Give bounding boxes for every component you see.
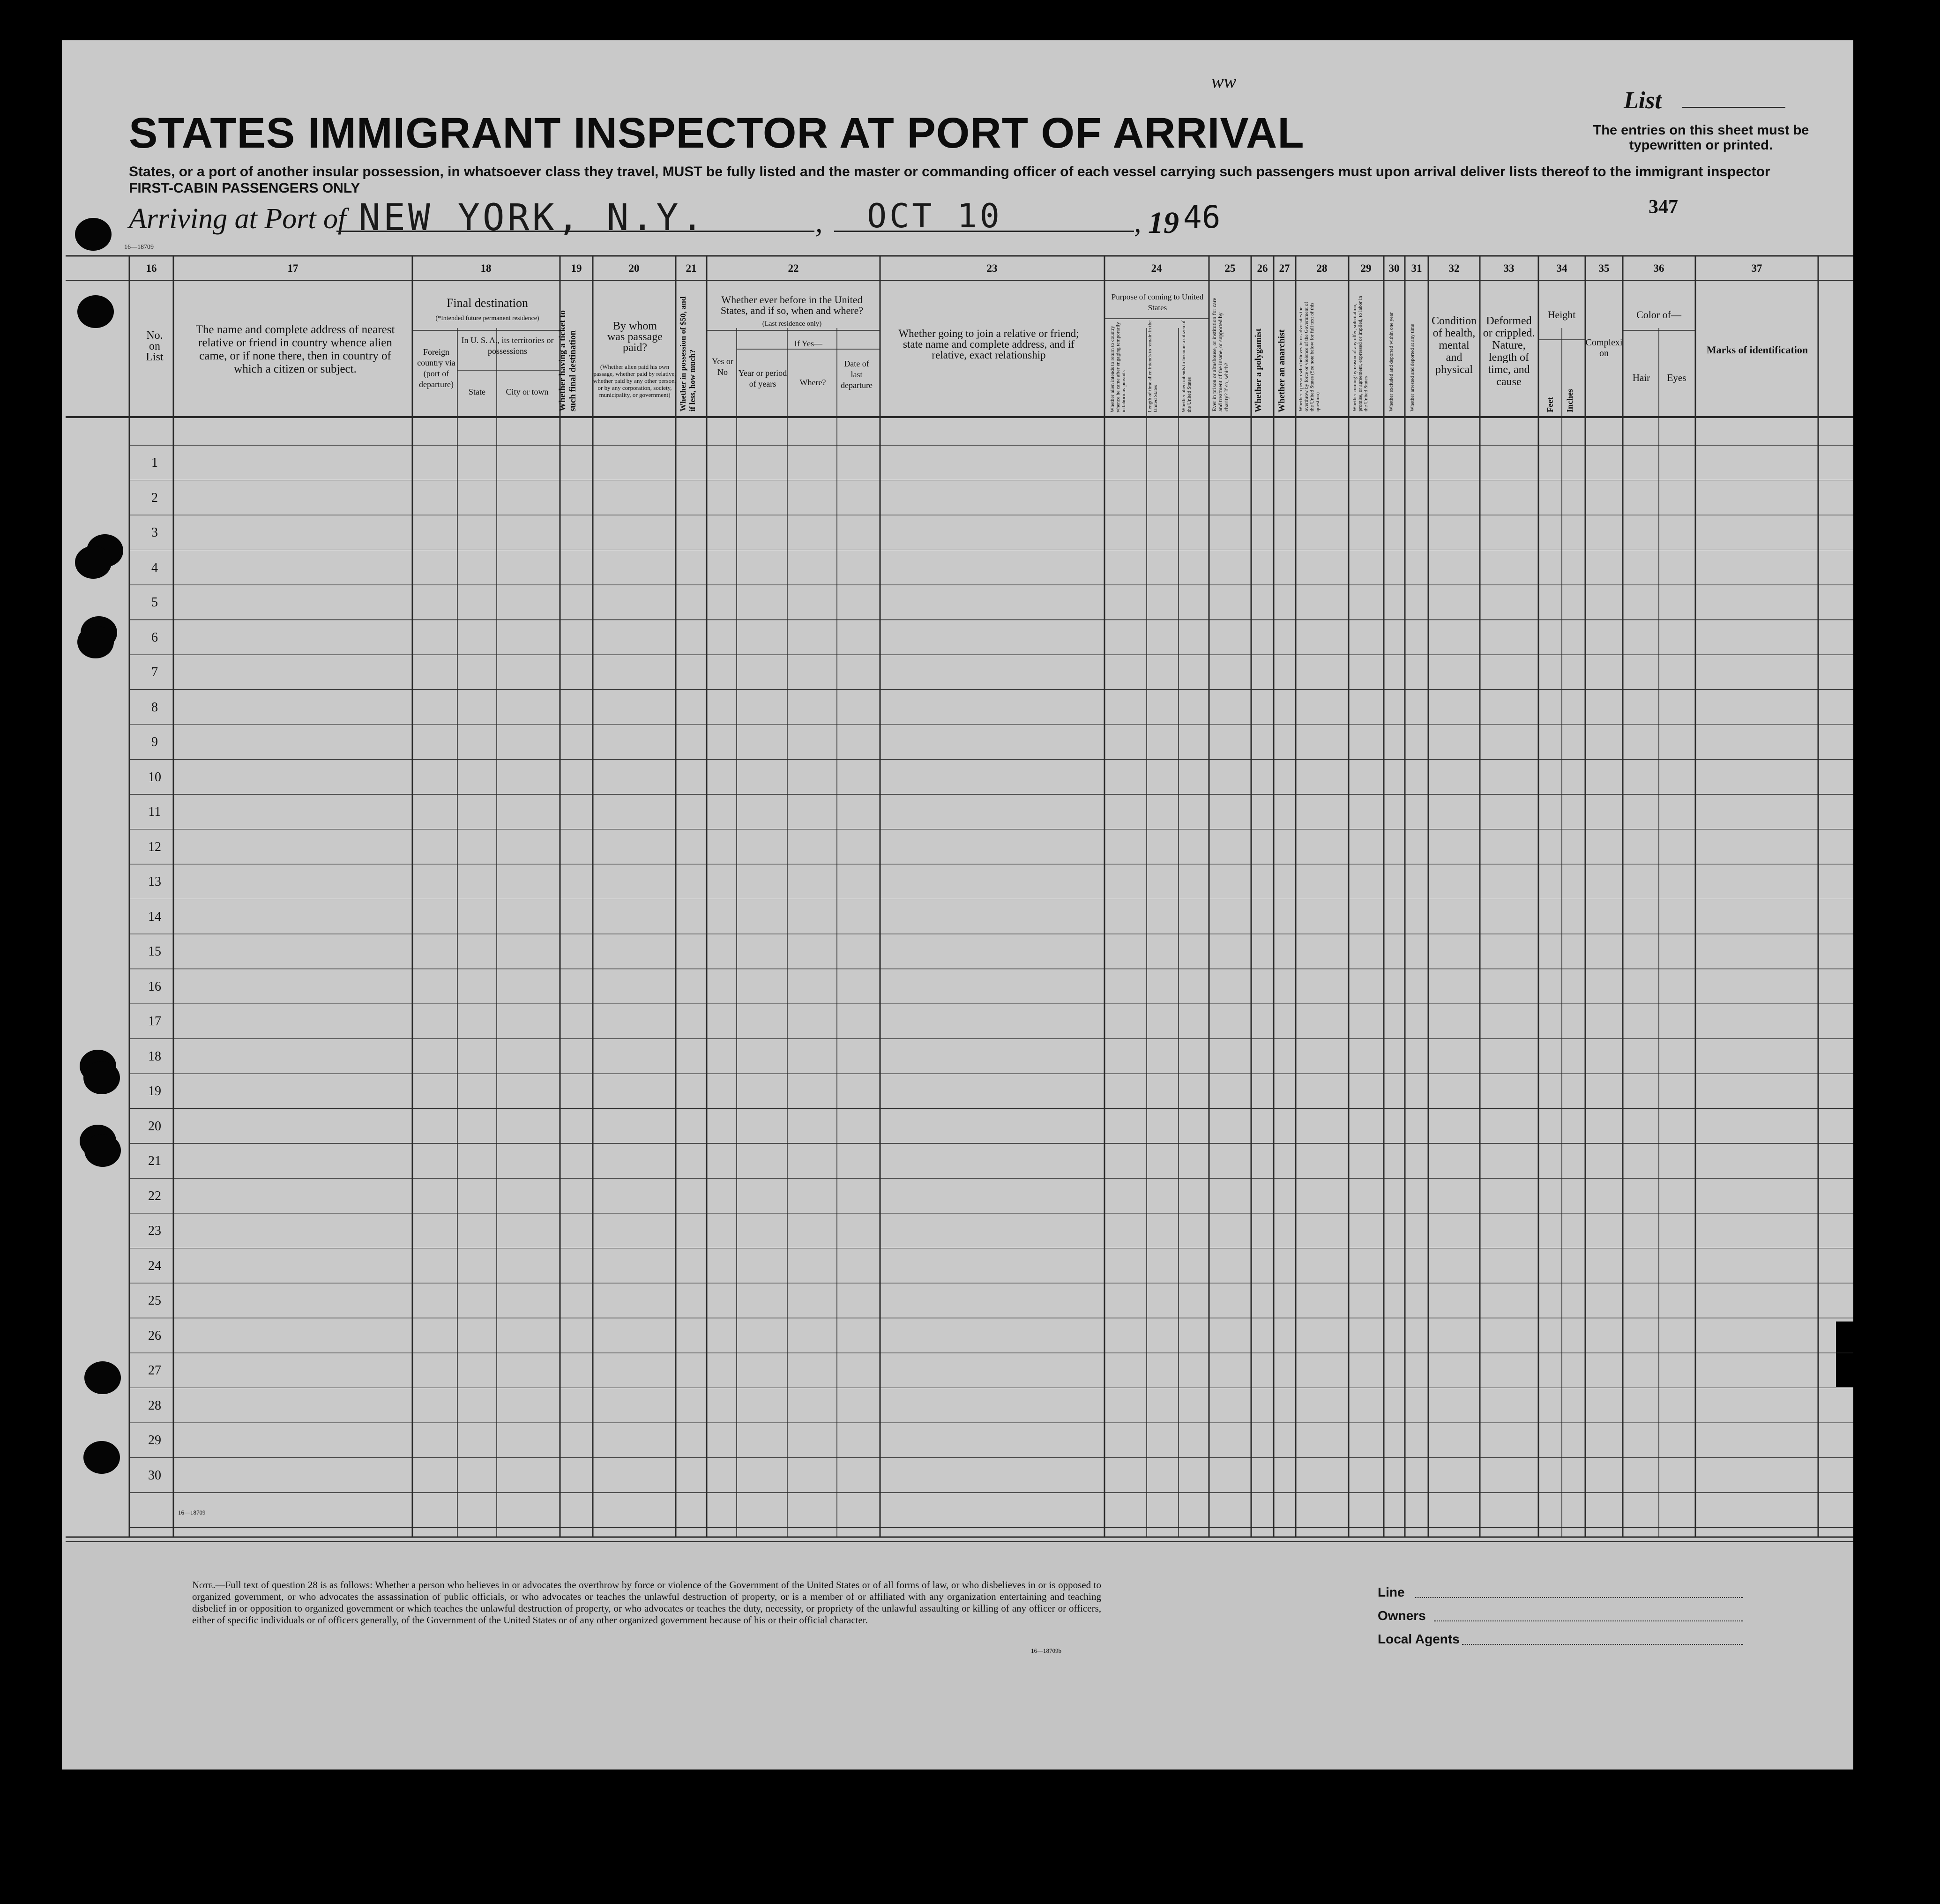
row-number: 4 [151, 560, 158, 575]
local-agents-label: Local Agents [1378, 1632, 1460, 1646]
header-c22-date: Date of last departure [841, 359, 873, 390]
owners-field[interactable] [1434, 1620, 1743, 1621]
row-number: 13 [148, 874, 161, 889]
separator: , [815, 207, 823, 239]
header-c23: Whether going to join a relative or friend; state name and complete address, and if relative, exact relationship [898, 328, 1079, 361]
form-title: STATES IMMIGRANT INSPECTOR AT PORT OF ARRIVAL [129, 109, 1305, 157]
header-c34-title: Height [1547, 309, 1576, 321]
line-label: Line [1378, 1585, 1405, 1599]
column-number: 32 [1448, 262, 1460, 274]
row-number: 24 [148, 1258, 161, 1273]
header-c33: Deformed or crippled. Nature, length of time, and cause [1483, 315, 1535, 388]
year-prefix: 19 [1148, 206, 1179, 240]
column-number: 31 [1411, 262, 1422, 274]
line-field[interactable] [1415, 1597, 1743, 1598]
row-number: 21 [148, 1154, 161, 1168]
header-c36-eyes: Eyes [1667, 372, 1686, 383]
header-c22-where: Where? [799, 378, 826, 387]
header-c18-sub: (*Intended future permanent residence) [435, 315, 539, 322]
header-c24-c: Whether alien intends to become a citizen of the United States [1181, 320, 1192, 412]
column-number: 18 [480, 262, 492, 274]
list-label: List [1624, 87, 1662, 114]
header-c22-title: Whether ever before in the United States, and if so, when and where? [720, 294, 864, 316]
column-number: 17 [287, 262, 298, 274]
question-28-note [192, 1579, 1101, 1626]
port-field[interactable]: NEW YORK, N.Y. [358, 197, 706, 239]
separator: , [1134, 207, 1142, 239]
class-line: FIRST-CABIN PASSENGERS ONLY [129, 180, 360, 196]
column-number: 33 [1503, 262, 1515, 274]
header-c34-feet: Feet [1545, 397, 1555, 412]
owners-label: Owners [1378, 1608, 1426, 1623]
header-c24-a: Whether alien intends to return to country whence he came after engaging temporarily in laborious pursuits [1110, 322, 1127, 412]
header-c24-title: Purpose of coming to United States [1111, 292, 1204, 312]
row-number: 11 [148, 805, 161, 819]
header-c20-note: (Whether alien paid his own passage, whether paid by relative, whether paid by any other person, or by any corporation, society, municipality, or government) [593, 363, 676, 398]
row-number: 1 [151, 455, 158, 470]
column-number: 35 [1598, 262, 1610, 274]
row-number: 3 [151, 525, 158, 540]
row-number: 8 [151, 700, 158, 715]
header-c27: Whether an anarchist [1277, 329, 1287, 412]
row-number: 9 [151, 735, 158, 749]
note-label: Note. [192, 1579, 216, 1590]
header-c35: Complexion [1585, 337, 1623, 358]
column-number: 26 [1257, 262, 1268, 274]
column-number: 27 [1279, 262, 1290, 274]
column-number: 25 [1224, 262, 1236, 274]
row-number: 10 [148, 769, 161, 784]
form-subtitle: States, or a port of another insular possession, in whatsoever class they travel, MUST be fully listed and the master or commanding officer of each vessel carrying such passengers must upon arrival deliver lists thereof to the immigrant inspector [129, 164, 1770, 179]
header-c31: Whether arrested and deported at any time [1410, 324, 1415, 411]
header-c37: Marks of identification [1706, 344, 1808, 356]
header-c26: Whether a polygamist [1254, 328, 1263, 412]
header-c22-yesno: Yes or No [712, 357, 733, 377]
header-c30: Whether excluded and deported within one year [1388, 312, 1394, 411]
column-number: 36 [1653, 262, 1664, 274]
row-number: 16 [148, 979, 161, 994]
header-c22-ifyes: If Yes— [794, 339, 822, 348]
column-number: 19 [571, 262, 582, 274]
column-number: 16 [146, 262, 157, 274]
column-number: 28 [1316, 262, 1328, 274]
header-c28: Whether a person who believes in or advocates the overthrow by force or violence of the Government of the United States (See note below for full text of this question) [1298, 302, 1321, 411]
column-number: 24 [1151, 262, 1162, 274]
column-number: 34 [1556, 262, 1567, 274]
row-number: 5 [151, 595, 158, 610]
header-c25: Ever in prison or almshouse, or institution for care and treatment of the insane, or supported by charity? If so, which? [1211, 298, 1230, 411]
sheet-number: 347 [1649, 196, 1678, 218]
header-c18-usa: In U. S. A., its territories or possessions [461, 336, 554, 356]
row-number: 19 [148, 1084, 161, 1098]
column-number: 22 [788, 262, 799, 274]
column-number: 20 [628, 262, 640, 274]
row-number: 26 [148, 1328, 161, 1343]
row-number: 30 [148, 1468, 161, 1483]
header-c32: Condition of health, mental and physical [1431, 315, 1477, 376]
header-c29: Whether coming by reason of any offer, solicitation, promise, or agreement, expressed or implied, to labor in the United States [1352, 296, 1369, 411]
handwritten-mark: ww [1211, 71, 1237, 92]
row-number: 27 [148, 1363, 161, 1378]
form-code-bottom: 16—18709 [178, 1509, 206, 1516]
arriving-label: Arriving at Port of [129, 203, 346, 235]
local-agents-field[interactable] [1462, 1644, 1743, 1645]
header-c18-foreign: Foreign country via (port of departure) [417, 347, 455, 389]
column-number: 23 [986, 262, 998, 274]
row-number: 25 [148, 1293, 161, 1308]
header-c19: Whether having a ticket to such final destination [558, 310, 578, 411]
form-code-note: 16—18709b [1031, 1647, 1061, 1654]
row-number: 22 [148, 1188, 161, 1203]
row-number: 17 [148, 1014, 161, 1029]
row-number: 14 [148, 909, 161, 924]
column-number: 29 [1360, 262, 1372, 274]
column-number: 37 [1751, 262, 1762, 274]
row-number: 6 [151, 630, 158, 645]
row-number: 20 [148, 1119, 161, 1134]
note-text: —Full text of question 28 is as follows: Whether a person who believes in or advocates the overthrow by force or violence of the Government of the United States or of all forms of law, or who disbelieves in or is opposed to organized government, or who advocates the assassination of public officials, or who advocates or teaches the unlawful destruction of property, or is a member of or affiliated with any organization entertaining and teaching disbelief in or opposition to organized government or which teaches the unlawful destruction of property, or who advocates or teaches the duty, necessity, or propriety of the unlawful assaulting or killing of any officer or officers, either of specific individuals or of officers generally, of the Government of the United States or of any other organized government because of his or their official character. [192, 1579, 1101, 1626]
row-number: 23 [148, 1224, 161, 1238]
row-number: 18 [148, 1049, 161, 1064]
entries-note: The entries on this sheet must be typewritten or printed. [1593, 123, 1809, 153]
header-c34-inches: Inches [1565, 388, 1574, 412]
column-number: 30 [1388, 262, 1400, 274]
year-field[interactable]: 46 [1183, 199, 1221, 235]
header-c18-title: Final destination [446, 296, 529, 310]
header-c17: The name and complete address of nearest relative or friend in country whence alien came, or if none there, then in country of which a citizen or subject. [195, 323, 395, 375]
date-field[interactable]: OCT 10 [867, 197, 1002, 235]
header-c21: Whether in possession of $50, and if less, how much? [679, 296, 697, 411]
row-number: 2 [151, 490, 158, 505]
row-number: 15 [148, 944, 161, 959]
header-c36-hair: Hair [1632, 372, 1650, 383]
header-c16: No. on List [146, 329, 164, 363]
header-c18-city: City or town [506, 387, 549, 396]
header-c20-title: By whom was passage paid? [607, 320, 663, 354]
header-c24-b: Length of time alien intends to remain in the United States [1147, 320, 1158, 412]
form-code: 16—18709 [124, 244, 154, 251]
header-c18-state: State [469, 387, 485, 396]
row-number: 7 [151, 665, 158, 679]
row-number: 28 [148, 1398, 161, 1413]
row-number: 29 [148, 1433, 161, 1448]
header-c22-period: Year or period of years [738, 368, 787, 388]
header-c36-title: Color of— [1636, 309, 1681, 321]
column-number: 21 [686, 262, 697, 274]
header-c22-sub: (Last residence only) [762, 320, 822, 328]
row-number: 12 [148, 839, 161, 854]
